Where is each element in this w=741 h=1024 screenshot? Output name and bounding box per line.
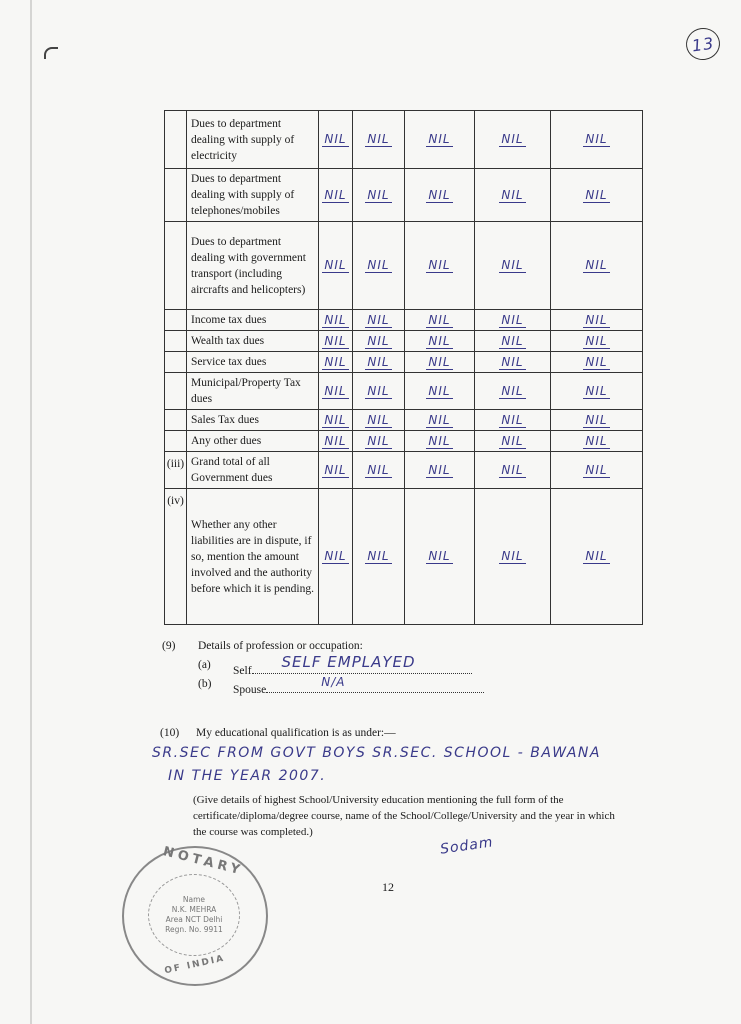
section-9b-marker: (b) (198, 678, 212, 690)
dues-table-row (165, 310, 643, 331)
handwritten-value: NIL (428, 333, 451, 348)
row-label-cell: Service tax dues (187, 352, 319, 373)
handwritten-value: NIL (324, 132, 347, 146)
value-cell (405, 111, 475, 169)
handwritten-value: NIL (585, 383, 608, 398)
stamp-line-1: Name (182, 895, 206, 904)
handwritten-value: NIL (428, 132, 451, 146)
value-cell (353, 373, 405, 410)
page-edge-line (30, 0, 32, 1024)
value-cell (319, 169, 353, 222)
row-number-cell (165, 169, 187, 222)
handwritten-value: NIL (585, 412, 608, 427)
value-cell (551, 489, 643, 625)
handwritten-value: NIL (367, 258, 390, 272)
handwritten-value: NIL (428, 383, 451, 398)
dues-table-row (165, 431, 643, 452)
qualification-line-2: IN THE YEAR 2007. (168, 768, 327, 784)
value-cell (353, 111, 405, 169)
value-cell (405, 489, 475, 625)
value-cell (319, 373, 353, 410)
value-cell (551, 111, 643, 169)
stamp-bottom-text: OF INDIA (163, 953, 226, 977)
spouse-value: N/A (321, 675, 346, 689)
handwritten-value: NIL (501, 132, 524, 146)
stamp-line-3: Area NCT Delhi (165, 915, 223, 924)
government-dues-table (164, 110, 643, 625)
value-cell (353, 452, 405, 489)
handwritten-value: NIL (367, 433, 390, 448)
stamp-line-2: N.K. MEHRA (171, 905, 217, 914)
qualification-line-1: SR.SEC FROM GOVT BOYS SR.SEC. SCHOOL - BAWANA (152, 745, 601, 761)
handwritten-value: NIL (367, 333, 390, 348)
handwritten-value: NIL (367, 354, 390, 369)
value-cell (551, 431, 643, 452)
row-label-cell: Dues to department dealing with government transport (including aircrafts and helicopters) (187, 222, 319, 310)
stamp-line-4: Regn. No. 9911 (165, 925, 223, 934)
section-9-title: Details of profession or occupation: (198, 640, 363, 652)
handwritten-value: NIL (585, 549, 608, 563)
handwritten-value: NIL (428, 258, 451, 272)
handwritten-page-mark: 13 (684, 26, 722, 62)
value-cell (405, 310, 475, 331)
handwritten-value: NIL (585, 433, 608, 448)
value-cell (475, 452, 551, 489)
section-10-number: (10) (160, 727, 180, 739)
dues-table-row (165, 489, 643, 625)
value-cell (405, 169, 475, 222)
value-cell (353, 431, 405, 452)
row-number-cell (165, 310, 187, 331)
value-cell (319, 489, 353, 625)
handwritten-value: NIL (324, 412, 347, 427)
row-number-cell (165, 410, 187, 431)
handwritten-value: NIL (585, 187, 608, 202)
value-cell (319, 431, 353, 452)
handwritten-value: NIL (324, 433, 347, 448)
value-cell (551, 410, 643, 431)
value-cell (405, 352, 475, 373)
value-cell (475, 410, 551, 431)
value-cell (475, 169, 551, 222)
dues-table-row (165, 111, 643, 169)
value-cell (475, 331, 551, 352)
value-cell (475, 431, 551, 452)
handwritten-value: NIL (585, 354, 608, 369)
handwritten-value: NIL (501, 187, 524, 202)
row-label-cell: Dues to department dealing with supply of electricity (187, 111, 319, 169)
handwritten-value: NIL (428, 412, 451, 427)
handwritten-value: NIL (324, 333, 347, 348)
row-label-cell: Dues to department dealing with supply of telephones/mobiles (187, 169, 319, 222)
value-cell (353, 489, 405, 625)
handwritten-value: NIL (501, 354, 524, 369)
self-field (252, 653, 472, 674)
row-number-cell: (iii) (165, 452, 187, 489)
value-cell (405, 410, 475, 431)
row-number-cell (165, 373, 187, 410)
row-label-cell: Municipal/Property Tax dues (187, 373, 319, 410)
dues-table-row (165, 169, 643, 222)
handwritten-value: NIL (324, 549, 347, 563)
self-label: Self (233, 665, 252, 677)
row-number-cell: (iv) (165, 489, 187, 625)
row-number-cell (165, 352, 187, 373)
value-cell (319, 452, 353, 489)
row-number-cell (165, 331, 187, 352)
row-label-cell: Grand total of all Government dues (187, 452, 319, 489)
self-value: SELF EMPLAYED (281, 653, 416, 671)
value-cell (353, 169, 405, 222)
value-cell (551, 352, 643, 373)
handwritten-value: NIL (428, 312, 451, 327)
handwritten-value: NIL (367, 312, 390, 327)
section-10-title: My educational qualification is as under:— (196, 727, 396, 739)
handwritten-value: NIL (367, 549, 390, 563)
handwritten-value: NIL (324, 258, 347, 272)
stamp-inner-circle (148, 874, 240, 956)
handwritten-value: NIL (585, 258, 608, 272)
row-number-cell (165, 222, 187, 310)
value-cell (475, 489, 551, 625)
handwritten-value: NIL (324, 312, 347, 327)
notary-stamp (122, 846, 268, 986)
row-label-cell: Wealth tax dues (187, 331, 319, 352)
value-cell (475, 352, 551, 373)
handwritten-value: NIL (501, 258, 524, 272)
handwritten-value: NIL (428, 549, 451, 563)
value-cell (353, 352, 405, 373)
row-label-cell: Any other dues (187, 431, 319, 452)
dues-table-row (165, 373, 643, 410)
value-cell (475, 373, 551, 410)
row-number-cell (165, 111, 187, 169)
punch-hole-mark (44, 47, 58, 59)
handwritten-value: NIL (367, 383, 390, 398)
handwritten-value: NIL (428, 187, 451, 202)
value-cell (475, 310, 551, 331)
value-cell (551, 310, 643, 331)
dues-table-row (165, 410, 643, 431)
row-label-cell: Whether any other liabilities are in dispute, if so, mention the amount involved and the authority before which it is pending. (187, 489, 319, 625)
handwritten-value: NIL (324, 187, 347, 202)
spouse-label: Spouse (233, 684, 267, 696)
spouse-field (266, 675, 484, 693)
section-9b-label (233, 675, 484, 696)
section-9a-label (233, 653, 472, 677)
handwritten-value: NIL (324, 383, 347, 398)
handwritten-value: NIL (585, 333, 608, 348)
value-cell (551, 331, 643, 352)
value-cell (475, 222, 551, 310)
qualification-note: (Give details of highest School/University education mentioning the full form of the certificate/diploma/degree course, name of the School/College/University and the year in which the course was completed.) (193, 794, 615, 838)
value-cell (319, 111, 353, 169)
page-number: 12 (382, 880, 394, 894)
value-cell (405, 222, 475, 310)
row-label-cell: Sales Tax dues (187, 410, 319, 431)
section-9a-marker: (a) (198, 659, 211, 671)
value-cell (405, 452, 475, 489)
handwritten-value: NIL (585, 462, 608, 477)
stamp-top-text: NOTARY (161, 844, 246, 879)
handwritten-value: NIL (585, 312, 608, 327)
value-cell (353, 222, 405, 310)
value-cell (405, 373, 475, 410)
handwritten-value: NIL (367, 132, 390, 146)
handwritten-value: NIL (324, 354, 347, 369)
value-cell (353, 410, 405, 431)
handwritten-value: NIL (501, 312, 524, 327)
row-label-cell: Income tax dues (187, 310, 319, 331)
handwritten-value: NIL (428, 462, 451, 477)
value-cell (551, 222, 643, 310)
dues-table-row (165, 222, 643, 310)
handwritten-value: NIL (501, 462, 524, 477)
section-9-number: (9) (162, 640, 176, 652)
value-cell (319, 310, 353, 331)
handwritten-value: NIL (501, 412, 524, 427)
handwritten-value: NIL (501, 333, 524, 348)
handwritten-value: NIL (501, 549, 524, 563)
handwritten-value: NIL (501, 383, 524, 398)
value-cell (551, 169, 643, 222)
handwritten-value: NIL (428, 354, 451, 369)
value-cell (319, 352, 353, 373)
row-number-cell (165, 431, 187, 452)
value-cell (319, 410, 353, 431)
dues-table-row (165, 452, 643, 489)
signature: Sodam (439, 834, 495, 858)
value-cell (405, 331, 475, 352)
handwritten-value: NIL (367, 187, 390, 202)
value-cell (353, 331, 405, 352)
handwritten-value: NIL (367, 412, 390, 427)
handwritten-value: NIL (585, 132, 608, 146)
value-cell (475, 111, 551, 169)
handwritten-value: NIL (501, 433, 524, 448)
handwritten-value: NIL (324, 462, 347, 477)
value-cell (319, 222, 353, 310)
value-cell (319, 331, 353, 352)
dues-table-row (165, 352, 643, 373)
value-cell (353, 310, 405, 331)
value-cell (551, 452, 643, 489)
dues-table-row (165, 331, 643, 352)
value-cell (551, 373, 643, 410)
handwritten-value: NIL (428, 433, 451, 448)
value-cell (405, 431, 475, 452)
handwritten-value: NIL (367, 462, 390, 477)
